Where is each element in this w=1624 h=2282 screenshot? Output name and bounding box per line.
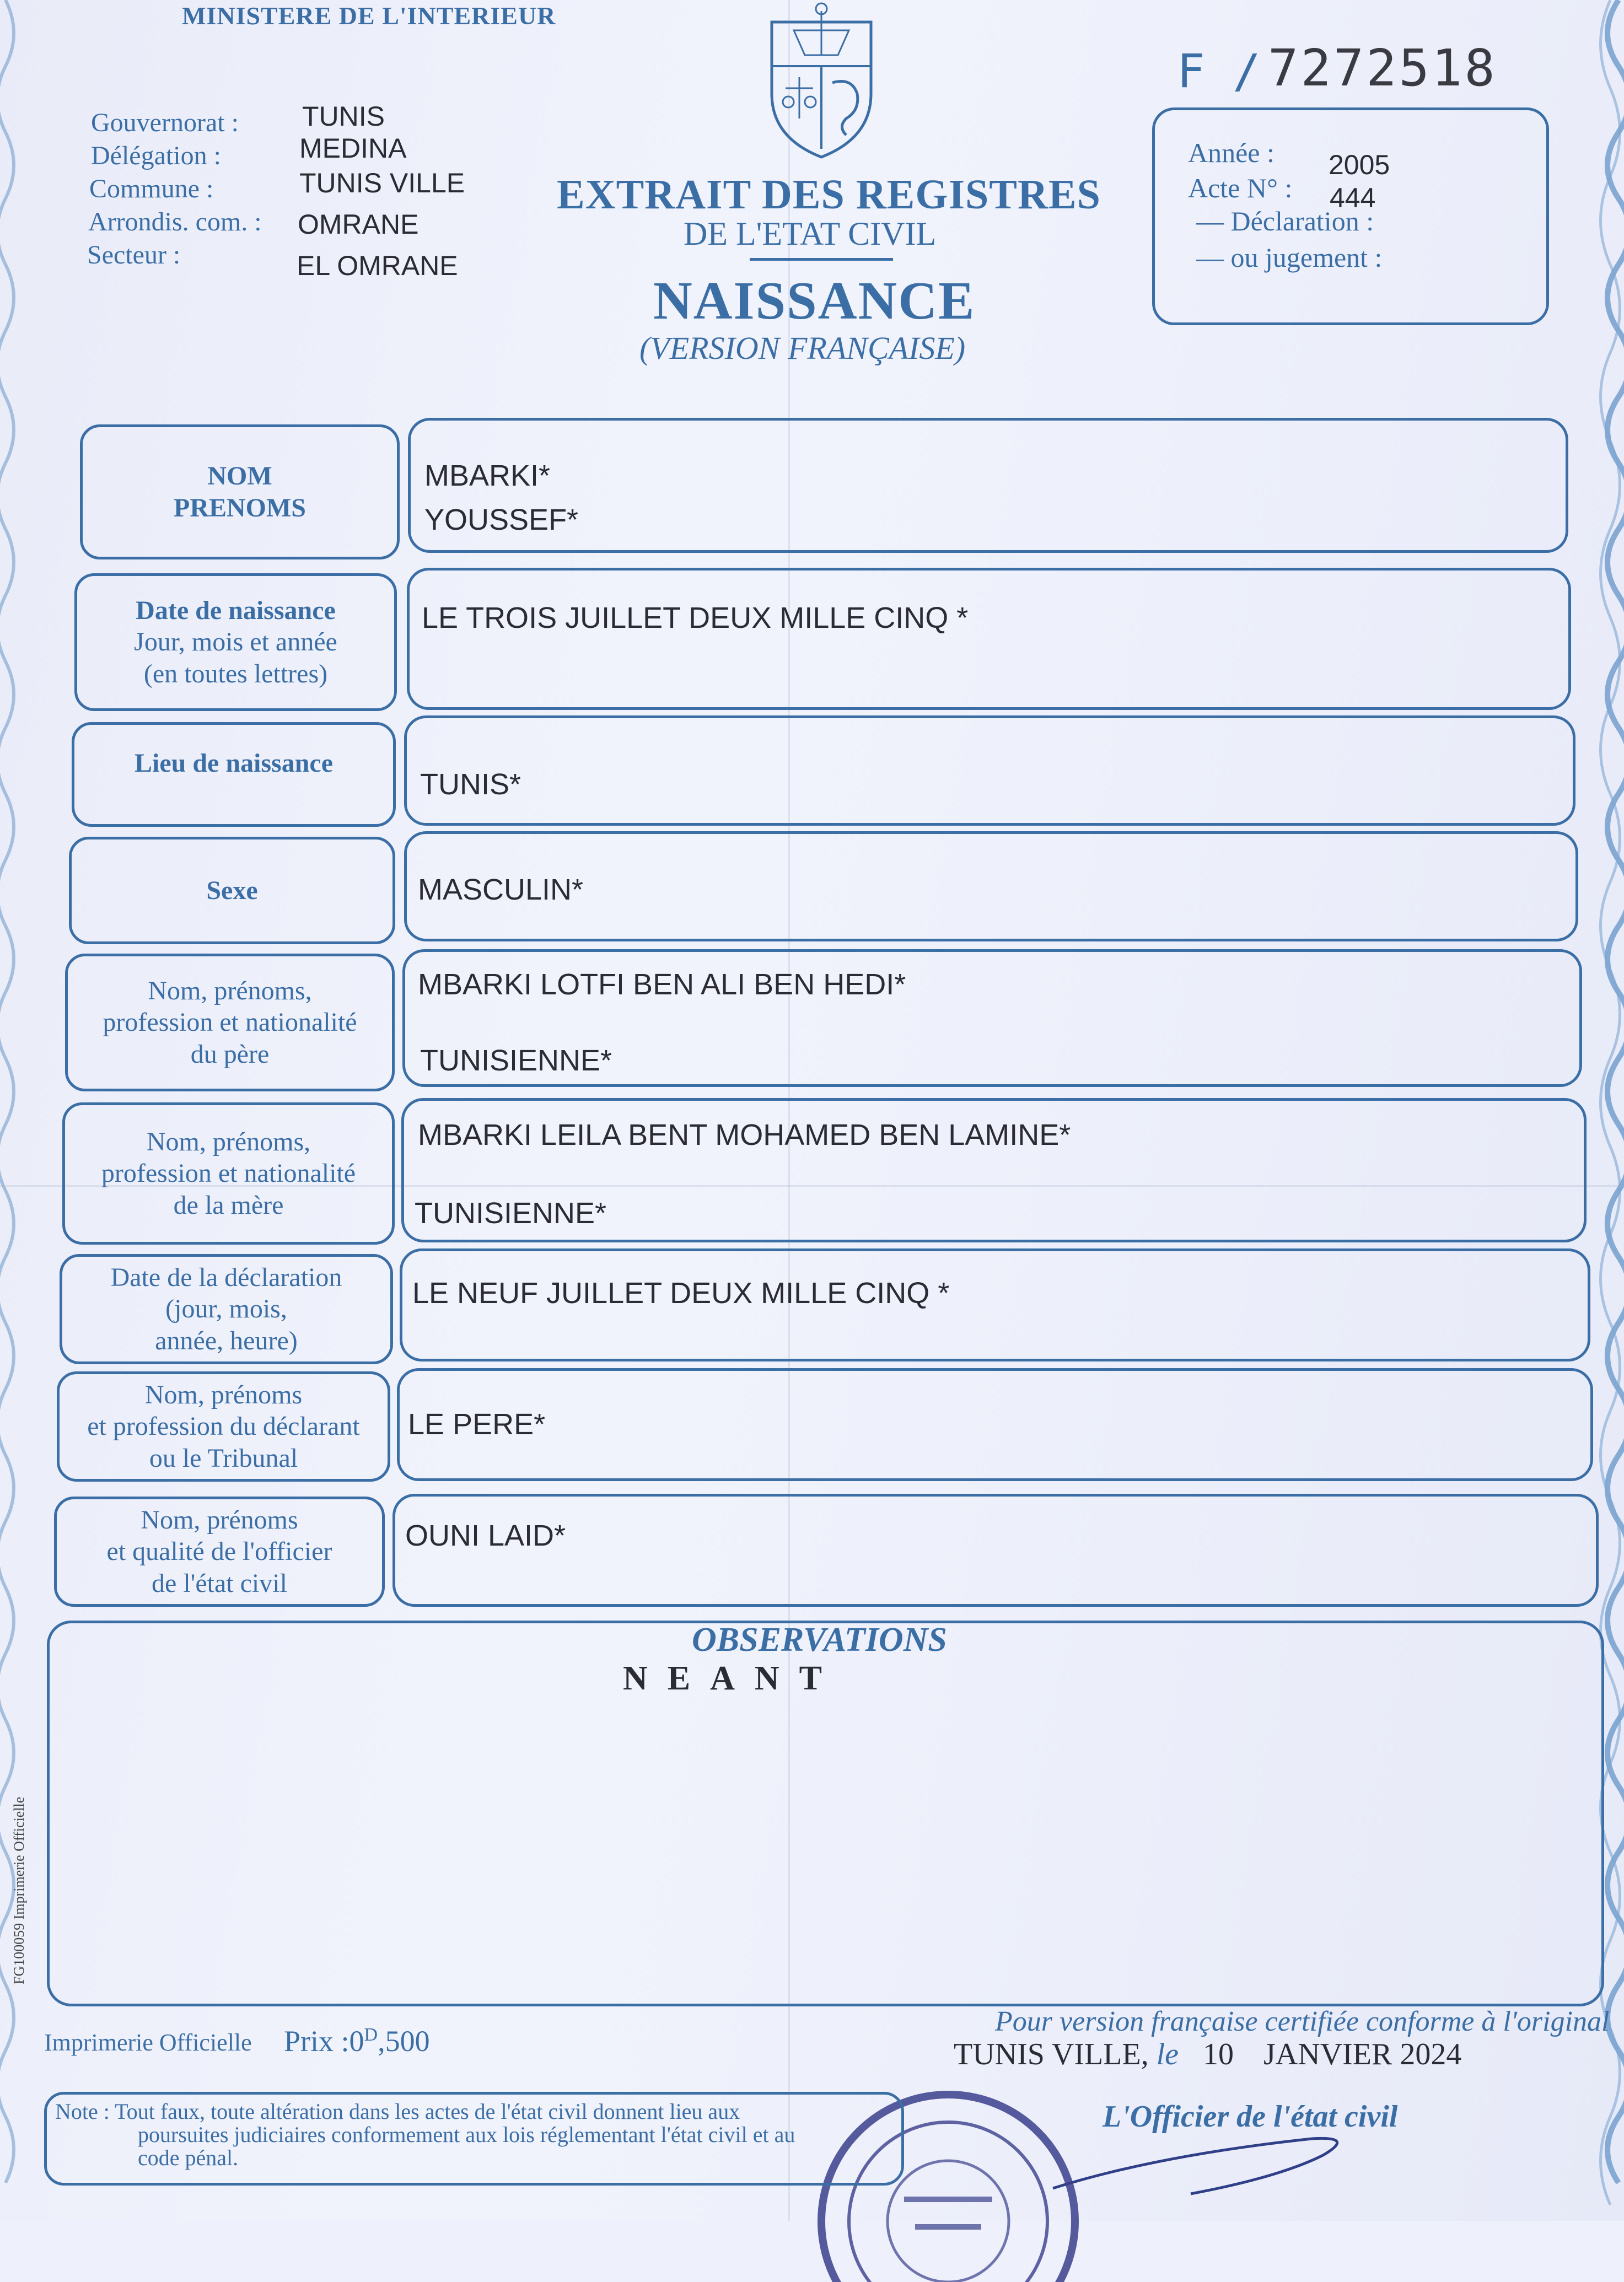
date-naissance-value: LE TROIS JUILLET DEUX MILLE CINQ * [422, 601, 969, 634]
annee-label: Année : [1188, 137, 1275, 168]
secteur-value: EL OMRANE [297, 250, 458, 281]
printer-side-code: FG100059 Imprimerie Officielle [11, 1796, 27, 1984]
nom-label: NOM [207, 461, 272, 491]
delegation-value: MEDINA [299, 133, 407, 164]
officier-label-box [54, 1497, 385, 1607]
officier-value: OUNI LAID* [405, 1519, 566, 1552]
day: 10 [1203, 2037, 1234, 2071]
date-naissance-sublabel: Jour, mois et année [134, 627, 337, 657]
prix-label: Prix :0 [284, 2025, 364, 2058]
officier-label-3: de l'état civil [152, 1568, 287, 1598]
declaration-label: — Déclaration : [1196, 206, 1374, 236]
commune-label: Commune : [89, 174, 214, 203]
lieu-naissance-label: Lieu de naissance [134, 749, 334, 778]
lieu-naissance-label-box [72, 722, 396, 827]
jugement-label: — ou jugement : [1196, 242, 1383, 273]
prenoms-label: PRENOMS [174, 493, 306, 523]
mere-label-1: Nom, prénoms, [146, 1127, 311, 1156]
document-title-line2: DE L'ETAT CIVIL [684, 216, 937, 252]
date-naissance-label-box [74, 573, 397, 711]
declarant-label-box [57, 1371, 390, 1482]
observations-title: OBSERVATIONS [692, 1621, 947, 1659]
prix [284, 2024, 430, 2058]
prix-value: ,500 [378, 2025, 430, 2058]
imprimerie-label: Imprimerie Officielle [44, 2029, 252, 2056]
note-text [55, 2100, 893, 2170]
pere-name-value: MBARKI LOTFI BEN ALI BEN HEDI* [418, 968, 906, 1001]
gouvernorat-label: Gouvernorat : [91, 108, 239, 137]
mere-label-box [62, 1102, 395, 1245]
nom-prenoms-value-box [408, 418, 1568, 553]
month-year: JANVIER 2024 [1263, 2037, 1462, 2071]
mere-nationalite-value: TUNISIENNE* [415, 1197, 607, 1230]
date-naissance-value-box [407, 568, 1571, 710]
sexe-label: Sexe [206, 875, 258, 905]
title-divider [750, 258, 893, 261]
officier-label-1: Nom, prénoms [141, 1505, 298, 1535]
ministry-name: MINISTERE DE L'INTERIEUR [182, 2, 556, 30]
pere-label-1: Nom, prénoms, [148, 976, 312, 1005]
date-naissance-sublabel-2: (en toutes lettres) [143, 659, 328, 688]
lieu-naissance-value-box [404, 715, 1575, 826]
prix-unit: D [364, 2025, 378, 2045]
declaration-date-label-3: année, heure) [155, 1326, 298, 1355]
declarant-value: LE PERE* [408, 1408, 546, 1441]
secteur-label: Secteur : [87, 240, 181, 270]
declarant-label-2: et profession du déclarant [87, 1412, 360, 1441]
acte-number-value: 444 [1330, 182, 1376, 213]
declaration-date-label-1: Date de la déclaration [110, 1262, 342, 1292]
certification-text: Pour version française certifiée conforme à l'original [995, 2006, 1610, 2037]
mere-name-value: MBARKI LEILA BENT MOHAMED BEN LAMINE* [418, 1118, 1071, 1151]
serial-prefix: F / [1177, 44, 1261, 98]
date-naissance-label: Date de naissance [136, 595, 336, 625]
commune-value: TUNIS VILLE [299, 168, 465, 198]
observations-value: NEANT [623, 1660, 842, 1697]
le-word: le [1156, 2037, 1179, 2071]
delegation-label: Délégation : [91, 141, 221, 170]
note-line-3: code pénal. [138, 2145, 239, 2170]
note-line-2: poursuites judiciaires conformement aux lois réglementant l'état civil et au [138, 2122, 795, 2147]
officer-title: L'Officier de l'état civil [1103, 2100, 1398, 2134]
note-line-1: Note : Tout faux, toute altération dans les actes de l'état civil donnent lieu aux [55, 2099, 740, 2124]
document-title-naissance: NAISSANCE [653, 271, 976, 331]
pere-label-3: du père [190, 1039, 270, 1069]
nom-prenoms-label-box [80, 424, 400, 559]
nom-value: MBARKI* [424, 459, 551, 492]
pere-nationalite-value: TUNISIENNE* [420, 1044, 612, 1077]
declarant-value-box [397, 1368, 1593, 1481]
declaration-date-value: LE NEUF JUILLET DEUX MILLE CINQ * [412, 1277, 950, 1310]
tunisia-coat-of-arms-icon [755, 0, 888, 160]
officier-value-box [392, 1494, 1599, 1607]
sexe-label-box [69, 837, 395, 944]
declarant-label-1: Nom, prénoms [144, 1380, 303, 1409]
declaration-date-label-2: (jour, mois, [165, 1294, 287, 1324]
officier-label-2: et qualité de l'officier [106, 1537, 332, 1567]
arrondissement-value: OMRANE [298, 209, 419, 240]
lieu-naissance-value: TUNIS* [420, 768, 521, 801]
document-title-version: (VERSION FRANÇAISE) [639, 330, 966, 366]
pere-label-2: profession et nationalité [103, 1008, 357, 1037]
declaration-date-label-box [60, 1254, 393, 1364]
pere-label-box [65, 954, 395, 1091]
declarant-label-3: ou le Tribunal [149, 1443, 298, 1473]
mere-label-3: de la mère [173, 1190, 284, 1220]
prenoms-value: YOUSSEF* [424, 503, 579, 536]
arrondissement-label: Arrondis. com. : [88, 207, 262, 236]
mere-label-2: profession et nationalité [101, 1159, 356, 1188]
place: TUNIS VILLE, [954, 2037, 1149, 2071]
serial-number: 7272518 [1268, 39, 1497, 98]
acte-number-label: Acte N° : [1188, 173, 1293, 203]
annee-value: 2005 [1329, 149, 1390, 180]
sexe-value: MASCULIN* [418, 873, 584, 906]
gouvernorat-value: TUNIS [302, 101, 385, 132]
document-title-line1: EXTRAIT DES REGISTRES [557, 171, 1101, 218]
